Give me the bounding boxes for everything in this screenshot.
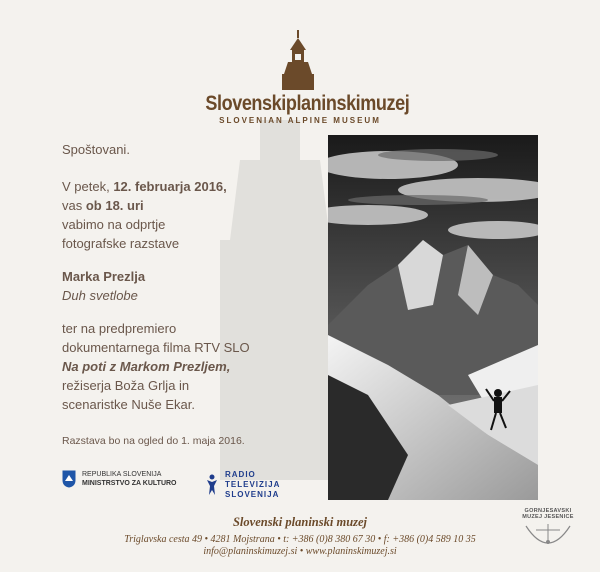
invite-line: vabimo na odprtje bbox=[62, 217, 166, 232]
mountain-photo-drawing bbox=[328, 135, 538, 500]
date-line: V petek, 12. februarja 2016, bbox=[62, 179, 227, 194]
rtv-slovenija-logo bbox=[205, 470, 280, 500]
footer-address: Triglavska cesta 49 • 4281 Mojstrana • t: +386 (0)8 380 67 30 • f: +386 (0)4 589 10 35 bbox=[124, 534, 476, 545]
rtv-line-3: SLOVENIJA bbox=[225, 490, 280, 499]
ministry-line-1: REPUBLIKA SLOVENIJA bbox=[82, 471, 162, 478]
footer-title: Slovenski planinski muzej bbox=[232, 515, 368, 529]
badge-line-1: GORNJESAVSKI bbox=[524, 508, 572, 514]
rtv-line-1: RADIO bbox=[225, 470, 256, 479]
rtv-figure-icon bbox=[205, 474, 219, 496]
exhibition-dates: Razstava bo na ogled do 1. maja 2016. bbox=[62, 435, 245, 447]
gornjesavski-museum-badge bbox=[518, 508, 578, 564]
ministry-of-culture-logo bbox=[62, 470, 177, 488]
director-line: režiserja Boža Grlja in bbox=[62, 378, 190, 393]
greeting: Spoštovani. bbox=[62, 142, 130, 157]
exhibition-title: Duh svetlobe bbox=[62, 288, 138, 303]
logo-subtitle: SLOVENIAN ALPINE MUSEUM bbox=[219, 116, 381, 125]
tower-icon bbox=[278, 30, 318, 90]
premiere-line: ter na predpremiero bbox=[62, 321, 177, 336]
time-line: vas ob 18. uri bbox=[62, 198, 144, 213]
author-name: Marka Prezlja bbox=[62, 269, 146, 284]
badge-line-2: MUZEJ JESENICE bbox=[522, 514, 574, 520]
mountain-climber-photo bbox=[328, 135, 538, 500]
ministry-line-2: MINISTRSTVO ZA KULTURO bbox=[82, 480, 177, 487]
film-title: Na poti z Markom Prezljem, bbox=[62, 359, 231, 374]
writer-line: scenaristke Nuše Ekar. bbox=[62, 397, 195, 412]
coat-of-arms-icon bbox=[62, 470, 76, 488]
badge-emblem-icon bbox=[518, 520, 578, 560]
rtv-line-2: TELEVIZIJA bbox=[225, 480, 281, 489]
museum-logo bbox=[190, 30, 410, 125]
footer-contact bbox=[80, 515, 520, 558]
logo-title: Slovenskiplaninskimuzej bbox=[205, 92, 410, 115]
exhibition-type-line: fotografske razstave bbox=[62, 236, 180, 251]
film-type-line: dokumentarnega filma RTV SLO bbox=[62, 340, 250, 355]
invitation-text bbox=[62, 140, 312, 451]
footer-contact-links: info@planinskimuzej.si • www.planinskimuzej.si bbox=[203, 546, 397, 557]
